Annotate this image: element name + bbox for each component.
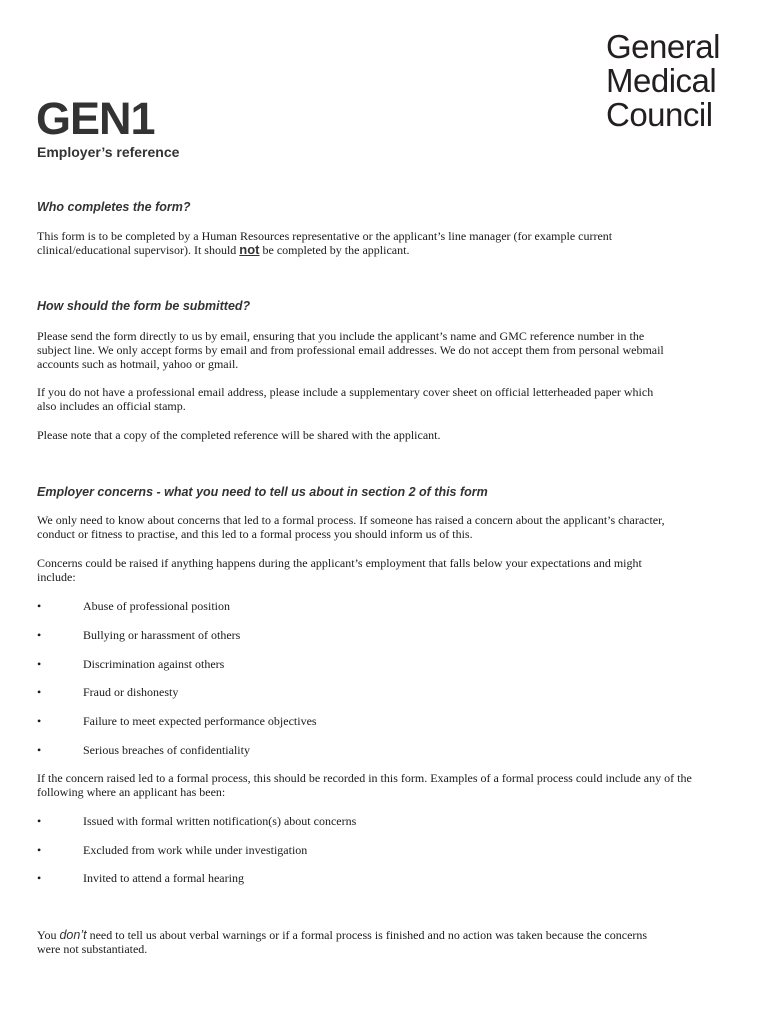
paragraph-line: include: (37, 570, 76, 584)
heading-how-submitted: How should the form be submitted? (37, 299, 251, 313)
paragraph-line: also includes an official stamp. (37, 399, 186, 413)
paragraph-line: Concerns could be raised if anything happens during the applicant’s employment that falls below your expectations and might (37, 556, 642, 570)
paragraph-concerns-raised (37, 556, 749, 584)
paragraph-line: If the concern raised led to a formal process, this should be recorded in this form. Examples of a formal process could include any of the (37, 771, 692, 785)
paragraph-line: were not substantiated. (37, 942, 148, 956)
bullet-icon: • (37, 871, 42, 885)
paragraph-line: accounts such as hotmail, yahoo or gmail. (37, 357, 239, 371)
list-item-text: Issued with formal written notification(s) about concerns (83, 814, 357, 828)
paragraph-line: This form is to be completed by a Human Resources representative or the applicant’s line manager (for example current (37, 229, 613, 243)
paragraph-no-professional-email (37, 385, 749, 413)
list-item-text: Failure to meet expected performance objectives (83, 714, 317, 728)
paragraph-formal-process-examples (37, 771, 749, 799)
bullet-icon: • (37, 628, 42, 642)
form-code-title: GEN1 (36, 93, 155, 144)
list-item-text: Bullying or harassment of others (83, 628, 241, 642)
gmc-logo (606, 30, 720, 132)
paragraph-line (37, 928, 749, 942)
form-subtitle: Employer’s reference (37, 144, 180, 160)
paragraph-line: Please send the form directly to us by email, ensuring that you include the applicant’s name and GMC reference number in the (37, 329, 645, 343)
bullet-icon: • (37, 743, 42, 757)
text-fragment: You (37, 928, 60, 942)
logo-line-general: General (606, 28, 720, 65)
text-fragment: clinical/educational supervisor). It should (37, 243, 240, 257)
paragraph-line: subject line. We only accept forms by email and from professional email addresses. We do not accept them from personal webmail (37, 343, 664, 357)
bullet-icon: • (37, 599, 42, 613)
heading-employer-concerns: Employer concerns - what you need to tell us about in section 2 of this form (37, 485, 488, 499)
paragraph-who-completes (37, 229, 749, 257)
paragraph-submit-email (37, 329, 749, 371)
list-item-text: Fraud or dishonesty (83, 685, 179, 699)
paragraph-line: We only need to know about concerns that led to a formal process. If someone has raised a concern about the applicant’s character, (37, 513, 665, 527)
paragraph-line: following where an applicant has been: (37, 785, 226, 799)
paragraph-copy-shared: Please note that a copy of the completed reference will be shared with the applicant. (37, 428, 441, 442)
list-item-text: Discrimination against others (83, 657, 225, 671)
bullet-icon: • (37, 685, 42, 699)
logo-line-medical: Medical (606, 62, 717, 99)
logo-line-council: Council (606, 96, 713, 133)
list-item-text: Serious breaches of confidentiality (83, 743, 250, 757)
heading-who-completes: Who completes the form? (37, 200, 191, 214)
bullet-icon: • (37, 714, 42, 728)
bullet-icon: • (37, 843, 42, 857)
paragraph-line (37, 243, 749, 257)
bullet-icon: • (37, 657, 42, 671)
bullet-icon: • (37, 814, 42, 828)
paragraph-line: conduct or fitness to practise, and this led to a formal process you should inform us of this. (37, 527, 473, 541)
text-fragment: be completed by the applicant. (259, 243, 410, 257)
list-item-text: Abuse of professional position (83, 599, 230, 613)
paragraph-formal-process (37, 513, 749, 541)
emphasis-not: not (239, 242, 260, 257)
list-item-text: Excluded from work while under investigation (83, 843, 308, 857)
list-item-text: Invited to attend a formal hearing (83, 871, 244, 885)
paragraph-verbal-warnings (37, 928, 749, 956)
emphasis-dont: don’t (59, 928, 87, 942)
text-fragment: need to tell us about verbal warnings or if a formal process is finished and no action was taken because the concerns (86, 928, 648, 942)
paragraph-line: If you do not have a professional email address, please include a supplementary cover sheet on official letterheaded paper which (37, 385, 654, 399)
